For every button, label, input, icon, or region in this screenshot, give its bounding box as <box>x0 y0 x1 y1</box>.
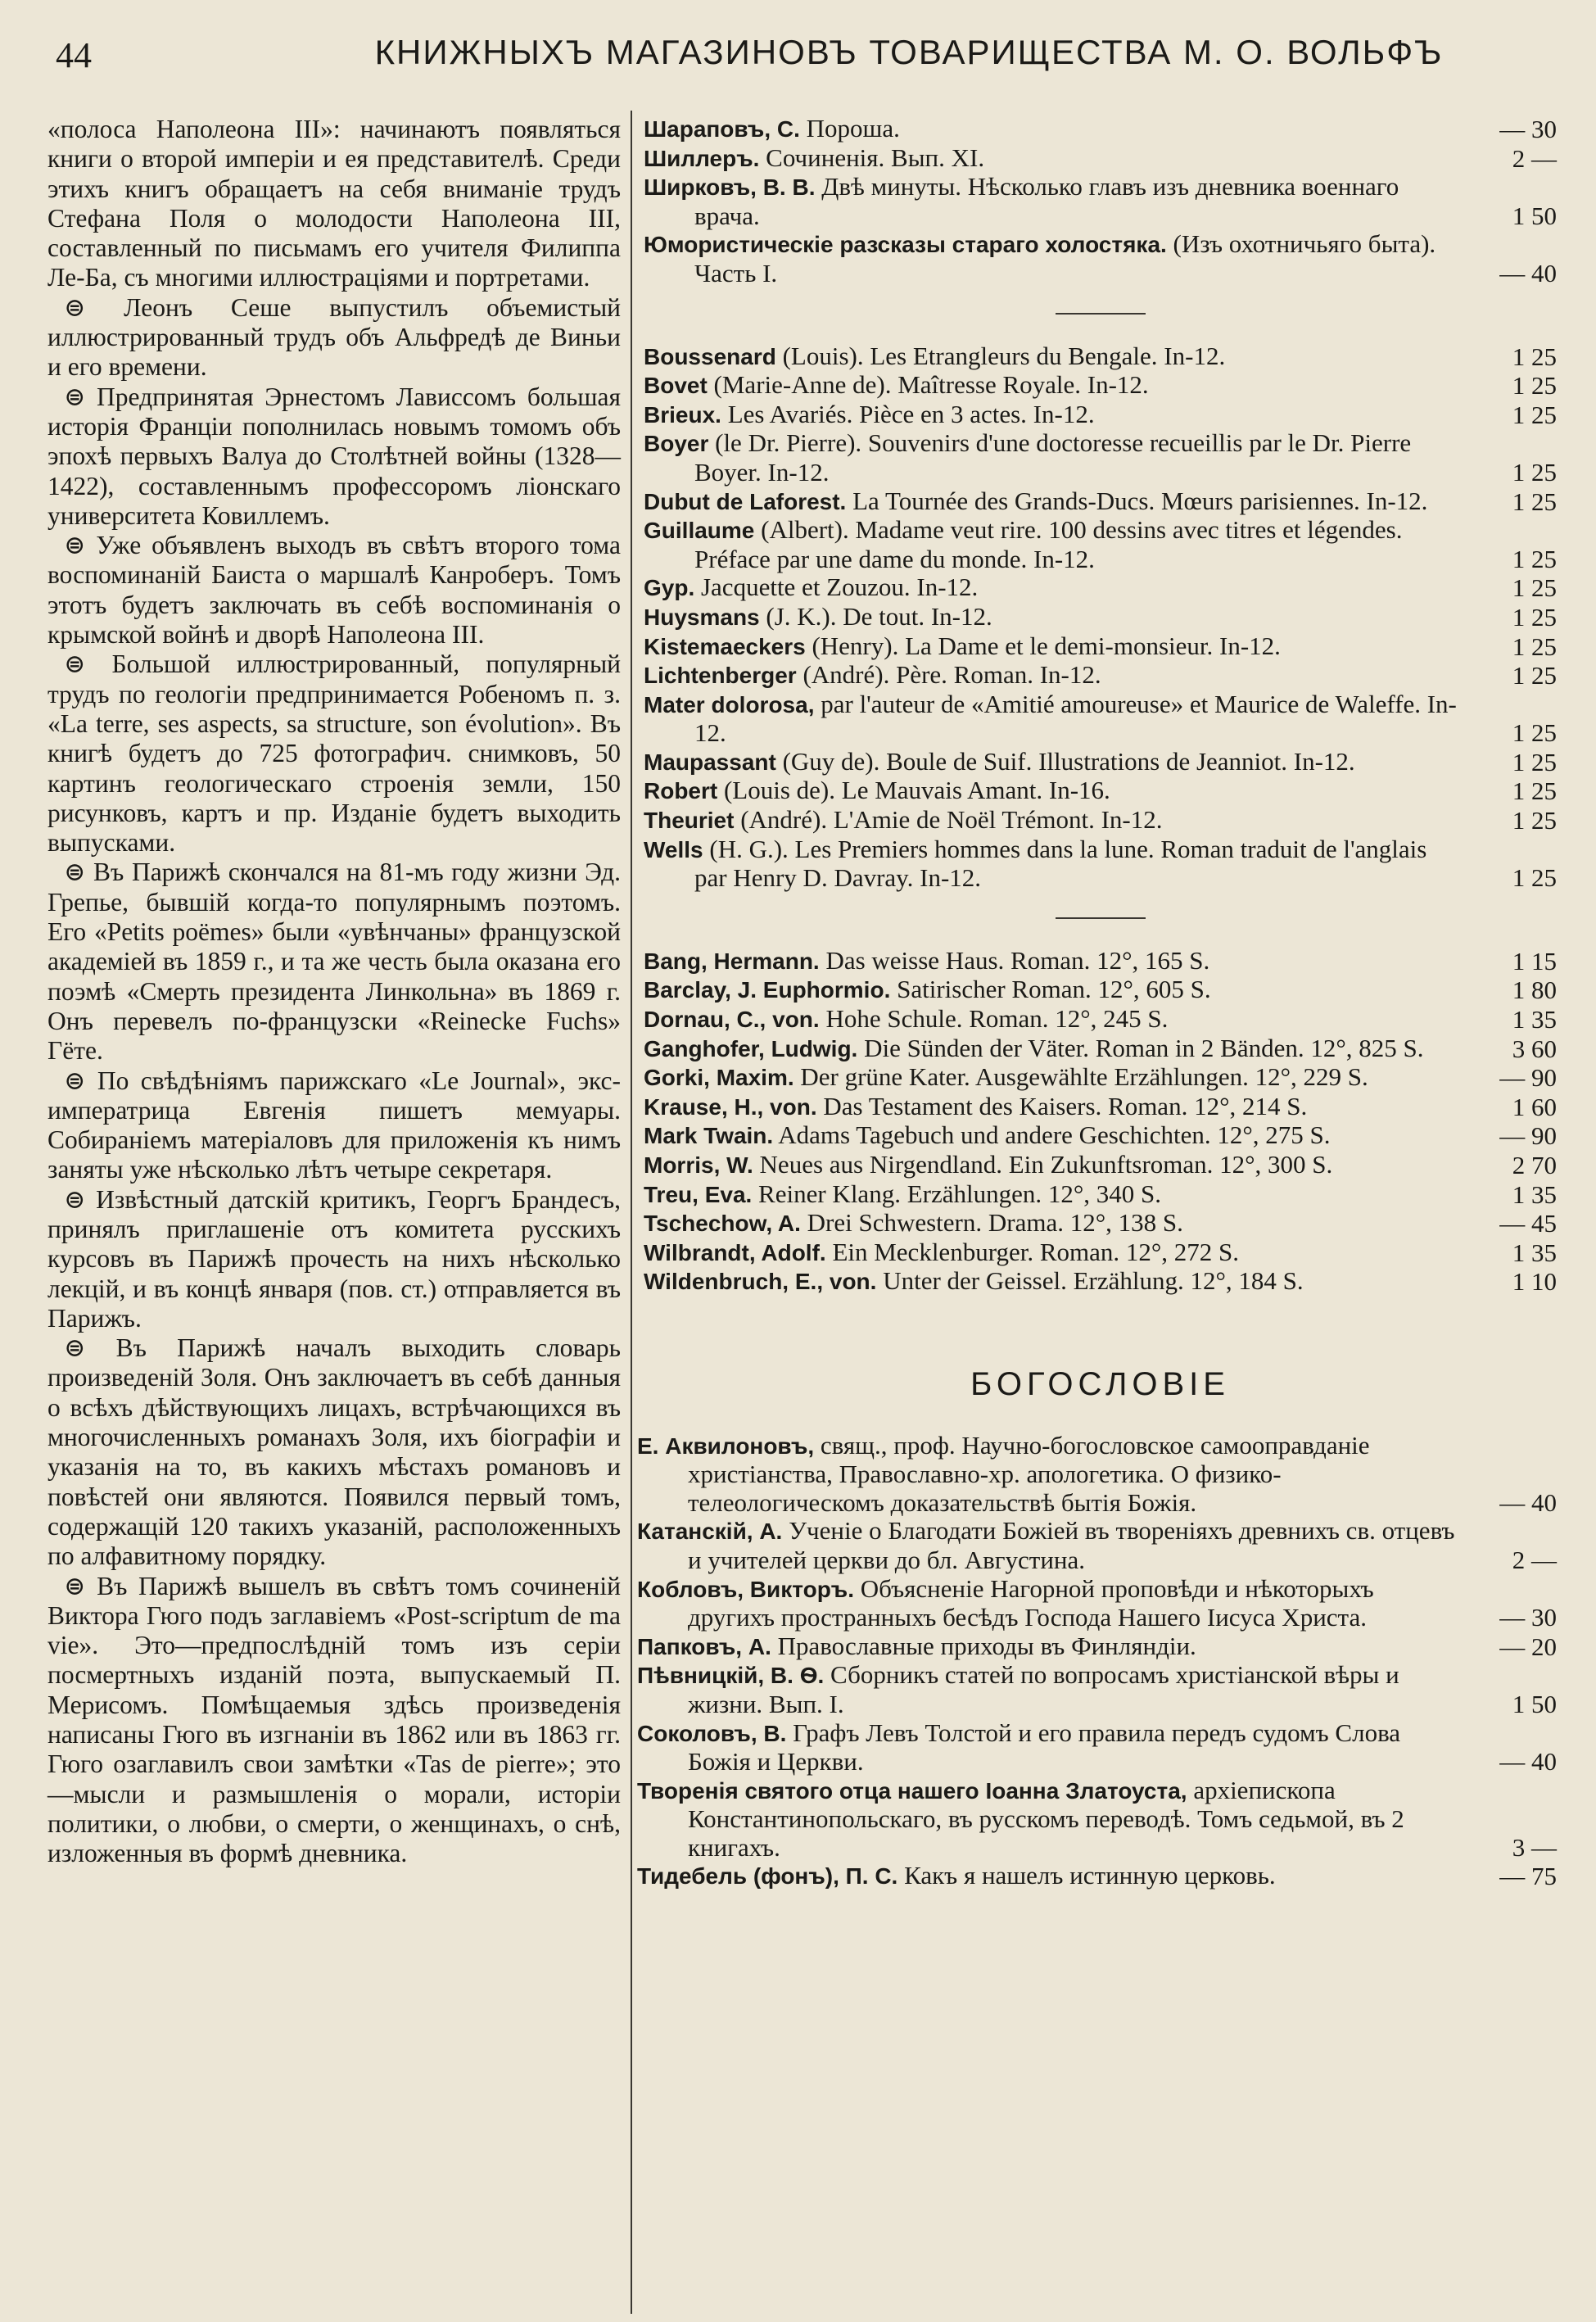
catalog-entry <box>644 516 1557 573</box>
entry-author: Guillaume <box>644 518 755 544</box>
entry-price: — 40 <box>1499 258 1557 287</box>
entry-title: Ein Mecklenburger. Roman. 12°, 272 S. <box>832 1237 1240 1266</box>
entry-author: Treu, Eva. <box>644 1181 753 1207</box>
entry-price: 1 25 <box>1512 631 1557 661</box>
section-divider <box>1056 917 1146 919</box>
catalog-entry <box>644 487 1557 517</box>
russian-books-list <box>644 115 1557 288</box>
news-column <box>47 115 621 1869</box>
entry-price: 1 25 <box>1512 400 1557 429</box>
news-paragraph: ⊜ Уже объявленъ выходъ въ свѣтъ второго тома воспоминаній Баиста о маршалѣ Канроберъ. Томъ этотъ будетъ заключать въ себѣ воспоминанія о крымской войнѣ и дворѣ Наполеона III. <box>47 531 621 650</box>
entry-title: Die Sünden der Väter. Roman in 2 Bänden. 12°, 825 S. <box>864 1033 1424 1062</box>
catalog-entry <box>644 401 1557 430</box>
entry-author: Папковъ, А. <box>637 1633 771 1659</box>
entry-author: Пѣвницкій, В. Ѳ. <box>637 1663 825 1689</box>
entry-title: Drei Schwestern. Drama. 12°, 138 S. <box>807 1208 1183 1238</box>
entry-author: Lichtenberger <box>644 663 797 689</box>
catalog-entry <box>644 1238 1557 1268</box>
entry-price: — 30 <box>1499 115 1557 143</box>
catalog-entry <box>637 1631 1557 1662</box>
entry-author: Е. Аквилоновъ, <box>637 1433 815 1459</box>
entry-author: Ширковъ, В. В. <box>644 174 816 201</box>
catalog-entry <box>644 748 1557 777</box>
news-paragraph: ⊜ Леонъ Сеше выпустилъ объемистый иллюстрированный трудъ объ Альфредѣ де Виньи и его времени. <box>47 292 621 382</box>
catalog-entry <box>644 342 1557 372</box>
entry-author: Bang, Hermann. <box>644 948 820 974</box>
entry-title: Reiner Klang. Erzählungen. 12°, 340 S. <box>758 1179 1161 1208</box>
entry-price: 1 25 <box>1512 457 1557 487</box>
entry-author: Mark Twain. <box>644 1123 774 1149</box>
entry-author: Соколовъ, В. <box>637 1720 787 1746</box>
entry-author: Gyp. <box>644 575 695 601</box>
entry-price: 1 35 <box>1512 1238 1557 1267</box>
entry-author: Kistemaeckers <box>644 633 806 659</box>
entry-price: 1 15 <box>1512 946 1557 975</box>
entry-title: Объясненіе Нагорной проповѣди и нѣкоторыхъ другихъ пространныхъ бесѣдъ Господа Нашего Іисуса Христа. <box>688 1573 1374 1632</box>
news-paragraph: ⊜ Въ Парижѣ скончался на 81-мъ году жизни Эд. Грепье, бывшій когда-то популярнымъ поэтомъ. Его «Petits poëmes» были «увѣнчаны» французской академіей въ 1859 г., и та же честь была оказана его поэмѣ «Смерть президента Линкольна» въ 1869 г. Онъ перевелъ по-французски «Reinecke Fuchs» Гёте. <box>47 858 621 1066</box>
catalog-entry <box>644 1005 1557 1034</box>
news-paragraph: «полоса Наполеона III»: начинаютъ появляться книги о второй имперіи и ея представителѣ. Среди этихъ книгъ обращаетъ на себя вниманіе трудъ Стефана Поля о молодости Наполеона III, составленный по письмамъ его учителя Филиппа Ле-Ба, съ многими иллюстраціями и портретами. <box>47 115 621 292</box>
entry-author: Тидебель (фонъ), П. С. <box>637 1863 898 1890</box>
entry-author: Dubut de Laforest. <box>644 488 847 514</box>
entry-price: 1 25 <box>1512 544 1557 573</box>
theology-heading: БОГОСЛОВІЕ <box>970 1365 1230 1402</box>
entry-price: — 45 <box>1499 1209 1557 1238</box>
entry-title: (Albert). Madame veut rire. 100 dessins avec titres et légendes. Préface par une dame du monde. In-12. <box>694 515 1403 573</box>
entry-title: свящ., проф. Научно-богословское самооправданіе христіанства, Православно-хр. апологетика. О физико-телеологическомъ доказательствѣ бытія Божія. <box>688 1430 1370 1517</box>
catalog-entry <box>644 661 1557 690</box>
catalog-entry <box>644 1180 1557 1210</box>
catalog-entry <box>637 1775 1557 1863</box>
news-paragraph: ⊜ Предпринятая Эрнестомъ Лависсомъ большая исторія Франціи пополнилась новымъ томомъ объ эпохѣ первыхъ Валуа до Столѣтней войны (1328—1422), составленнымъ профессоромъ ліонскаго университета Ковиллемъ. <box>47 382 621 530</box>
entry-author: Brieux. <box>644 401 721 428</box>
entry-title: (J. K.). De tout. In-12. <box>766 601 992 631</box>
catalog-entry <box>644 690 1557 748</box>
entry-price: 1 25 <box>1512 776 1557 806</box>
news-paragraph: ⊜ По свѣдѣніямъ парижскаго «Le Journal», экс-императрица Евгенія пишетъ мемуары. Собираніемъ матеріаловъ для приложенія къ нимъ заняты уже нѣсколько лѣтъ четыре секретаря. <box>47 1066 621 1184</box>
entry-author: Robert <box>644 778 718 804</box>
running-head: КНИЖНЫХЪ МАГАЗИНОВЪ ТОВАРИЩЕСТВА М. О. ВОЛЬФЪ <box>374 33 1444 71</box>
entry-price: 1 10 <box>1512 1267 1557 1297</box>
entry-author: Barclay, J. Euphormio. <box>644 977 891 1003</box>
entry-price: 1 25 <box>1512 718 1557 748</box>
news-paragraph: ⊜ Въ Парижѣ началъ выходить словарь произведеній Золя. Онъ заключаетъ въ себѣ данныя о всѣхъ дѣйствующихъ лицахъ, встрѣчающихся въ многочисленныхъ романахъ Золя, ихъ біографіи и указанія на то, въ какихъ мѣстахъ романовъ и повѣстей они являются. Появился первый томъ, содержащій 120 такихъ указаній, расположенныхъ по алфавитному порядку. <box>47 1333 621 1571</box>
entry-title: (André). Père. Roman. In-12. <box>803 660 1101 690</box>
entry-title: Сборникъ статей по вопросамъ христіанской вѣры и жизни. Вып. I. <box>688 1660 1399 1718</box>
entry-price: — 40 <box>1499 1487 1557 1517</box>
news-paragraph: ⊜ Извѣстный датскій критикъ, Георгъ Брандесъ, принялъ приглашеніе отъ комитета русскихъ курсовъ въ Парижѣ прочесть на нихъ нѣсколько лекцій, и въ концѣ января (пов. ст.) отправляется въ Парижъ. <box>47 1184 621 1333</box>
catalog-column <box>637 114 1557 1891</box>
entry-author: Dornau, C., von. <box>644 1007 820 1033</box>
entry-author: Gorki, Maxim. <box>644 1065 794 1091</box>
entry-title: Jacquette et Zouzou. In-12. <box>700 573 979 602</box>
catalog-entry <box>644 573 1557 603</box>
entry-price: — 30 <box>1499 1603 1557 1632</box>
entry-price: 1 60 <box>1512 1092 1557 1121</box>
entry-price: — 90 <box>1499 1063 1557 1093</box>
catalog-entry <box>644 603 1557 632</box>
entry-price: 3 — <box>1512 1832 1557 1862</box>
entry-author: Творенія святого отца нашего Іоанна Златоуста, <box>637 1777 1187 1804</box>
entry-title: (Louis). Les Etrangleurs du Bengale. In-12. <box>782 341 1226 370</box>
catalog-entry <box>637 1660 1557 1718</box>
entry-title: Der grüne Kater. Ausgewählte Erzählungen. 12°, 229 S. <box>800 1062 1368 1092</box>
entry-author: Кобловъ, Викторъ. <box>637 1576 854 1602</box>
entry-author: Tschechow, A. <box>644 1211 801 1237</box>
entry-title: (André). L'Amie de Noël Trémont. In-12. <box>740 805 1163 835</box>
news-paragraph: ⊜ Въ Парижѣ вышелъ въ свѣтъ томъ сочиненій Виктора Гюго подъ заглавіемъ «Post-scriptum de ma vie». Это—предпослѣдній томъ изъ серіи посмертныхъ изданій поэта, выпускаемый П. Мерисомъ. Помѣщаемыя здѣсь произведенія написаны Гюго въ изгнаніи въ 1862 или въ 1863 гг. Гюго озаглавилъ свои замѣтки «Tas de pierre»; это—мысли и размышленія о морали, исторіи политики, о любви, о смерти, о женщинахъ, о снѣ, изложенныя въ формѣ дневника. <box>47 1571 621 1868</box>
entry-author: Boyer <box>644 431 709 457</box>
entry-title: Сочиненія. Вып. XI. <box>766 143 985 172</box>
entry-author: Wells <box>644 836 703 862</box>
catalog-entry <box>644 1151 1557 1180</box>
entry-price: 2 — <box>1512 1545 1557 1574</box>
entry-price: 1 35 <box>1512 1005 1557 1034</box>
entry-price: — 40 <box>1499 1747 1557 1777</box>
entry-price: 1 80 <box>1512 975 1557 1005</box>
page-number: 44 <box>56 35 92 75</box>
entry-title: (Изъ охотничьяго быта). Часть I. <box>694 229 1436 287</box>
entry-author: Юмористическіе разсказы стараго холостяка. <box>644 232 1167 258</box>
catalog-entry <box>644 835 1557 893</box>
entry-price: 1 25 <box>1512 602 1557 631</box>
entry-author: Ganghofer, Ludwig. <box>644 1035 858 1061</box>
entry-price: 1 25 <box>1512 806 1557 835</box>
catalog-entry <box>637 1430 1557 1518</box>
entry-price: 3 60 <box>1512 1034 1557 1063</box>
entry-title: Les Avariés. Pièce en 3 actes. In-12. <box>727 399 1095 428</box>
catalog-entry <box>644 1034 1557 1064</box>
entry-author: Theuriet <box>644 808 735 834</box>
entry-price: 1 35 <box>1512 1179 1557 1209</box>
entry-author: Wildenbruch, E., von. <box>644 1269 877 1295</box>
catalog-entry <box>644 429 1557 487</box>
entry-title: (Guy de). Boule de Suif. Illustrations de Jeanniot. In-12. <box>782 746 1355 776</box>
page-header <box>0 25 1596 82</box>
entry-title: Православные приходы въ Финляндіи. <box>777 1631 1196 1660</box>
german-books-list <box>644 947 1557 1297</box>
catalog-entry <box>644 776 1557 806</box>
catalog-entry <box>644 975 1557 1005</box>
entry-title: par l'auteur de «Amitié amoureuse» et Maurice de Waleffe. In-12. <box>694 689 1457 748</box>
entry-price: 1 25 <box>1512 342 1557 371</box>
column-divider <box>631 111 632 2314</box>
entry-title: (le Dr. Pierre). Souvenirs d'une doctoresse recueillis par le Dr. Pierre Boyer. In-12. <box>694 428 1412 487</box>
entry-title: Пороша. <box>806 114 900 143</box>
catalog-entry <box>644 1209 1557 1238</box>
entry-price: 1 50 <box>1512 1689 1557 1718</box>
entry-title: Какъ я нашелъ истинную церковь. <box>904 1861 1276 1890</box>
entry-title: Neues aus Nirgendland. Ein Zukunftsroman. 12°, 300 S. <box>759 1150 1333 1179</box>
catalog-entry <box>644 1121 1557 1151</box>
catalog-entry <box>644 230 1557 287</box>
entry-author: Huysmans <box>644 604 760 630</box>
entry-price: — 75 <box>1499 1862 1557 1891</box>
catalog-entry <box>644 806 1557 835</box>
entry-price: 1 25 <box>1512 747 1557 776</box>
entry-title: Двѣ минуты. Нѣсколько главъ изъ дневника военнаго врача. <box>694 172 1399 230</box>
entry-author: Maupassant <box>644 749 776 775</box>
catalog-entry <box>637 1573 1557 1632</box>
entry-price: 2 70 <box>1512 1151 1557 1179</box>
entry-title: архіепископа Константинопольскаго, въ русскомъ переводѣ. Томъ седьмой, въ 2 книгахъ. <box>688 1775 1404 1862</box>
entry-author: Шараповъ, С. <box>644 116 800 142</box>
entry-title: (Louis de). Le Mauvais Amant. In-16. <box>723 776 1110 805</box>
catalog-entry <box>644 947 1557 976</box>
entry-author: Wilbrandt, Adolf. <box>644 1239 826 1265</box>
entry-title: (Henry). La Dame et le demi-monsieur. In-12. <box>812 631 1281 660</box>
entry-author: Bovet <box>644 373 708 399</box>
entry-title: Ученіе о Благодати Божіей въ твореніяхъ древнихъ св. отцевъ и учителей церкви до бл. Августина. <box>688 1516 1455 1574</box>
catalog-entry <box>644 632 1557 662</box>
entry-title: (H. G.). Les Premiers hommes dans la lune. Roman traduit de l'anglais par Henry D. Davray. In-12. <box>694 834 1427 893</box>
catalog-entry <box>644 1063 1557 1093</box>
entry-author: Boussenard <box>644 343 776 369</box>
entry-author: Morris, W. <box>644 1152 753 1178</box>
catalog-entry <box>637 1516 1557 1574</box>
catalog-entry <box>644 173 1557 230</box>
entry-title: Das weisse Haus. Roman. 12°, 165 S. <box>825 945 1210 975</box>
catalog-entry <box>637 1861 1557 1891</box>
entry-author: Катанскій, А. <box>637 1519 783 1545</box>
entry-author: Шиллеръ. <box>644 145 760 171</box>
entry-title: Adams Tagebuch und andere Geschichten. 12°, 275 S. <box>778 1120 1331 1150</box>
entry-author: Mater dolorosa, <box>644 691 815 717</box>
entry-title: La Tournée des Grands-Ducs. Mœurs parisiennes. In-12. <box>852 486 1428 515</box>
entry-price: 1 25 <box>1512 371 1557 401</box>
catalog-entry <box>644 144 1557 174</box>
entry-price: 1 25 <box>1512 573 1557 603</box>
entry-title: Hohe Schule. Roman. 12°, 245 S. <box>825 1004 1169 1034</box>
entry-price: — 90 <box>1499 1121 1557 1151</box>
catalog-entry <box>644 1093 1557 1122</box>
entry-title: Графъ Левъ Толстой и его правила передъ судомъ Слова Божія и Церкви. <box>688 1718 1401 1777</box>
theology-books-list <box>637 1430 1557 1892</box>
entry-price: 1 25 <box>1512 661 1557 690</box>
catalog-entry <box>644 1267 1557 1297</box>
entry-price: 2 — <box>1512 143 1557 173</box>
news-paragraph: ⊜ Большой иллюстрированный, популярный трудъ по геологіи предпринимается Робеномъ п. з. «La terre, ses aspects, sa structure, son évolution». Въ книгѣ будетъ до 725 фотографич. снимковъ, 50 картинъ геологическаго строенія земли, 150 рисунковъ, картъ и пр. Изданіе будетъ выходить выпусками. <box>47 650 621 858</box>
entry-price: — 20 <box>1499 1632 1557 1661</box>
french-books-list <box>644 342 1557 893</box>
entry-author: Krause, H., von. <box>644 1093 817 1120</box>
entry-title: (Marie-Anne de). Maîtresse Royale. In-12. <box>713 370 1149 400</box>
entry-price: 1 25 <box>1512 863 1557 893</box>
section-divider <box>1056 313 1146 315</box>
entry-title: Das Testament des Kaisers. Roman. 12°, 214 S. <box>823 1091 1308 1120</box>
catalog-entry <box>644 115 1557 144</box>
entry-title: Satirischer Roman. 12°, 605 S. <box>897 975 1211 1004</box>
catalog-entry <box>644 371 1557 401</box>
entry-title: Unter der Geissel. Erzählung. 12°, 184 S. <box>883 1266 1304 1296</box>
catalog-entry <box>637 1718 1557 1777</box>
entry-price: 1 50 <box>1512 201 1557 230</box>
entry-price: 1 25 <box>1512 487 1557 516</box>
